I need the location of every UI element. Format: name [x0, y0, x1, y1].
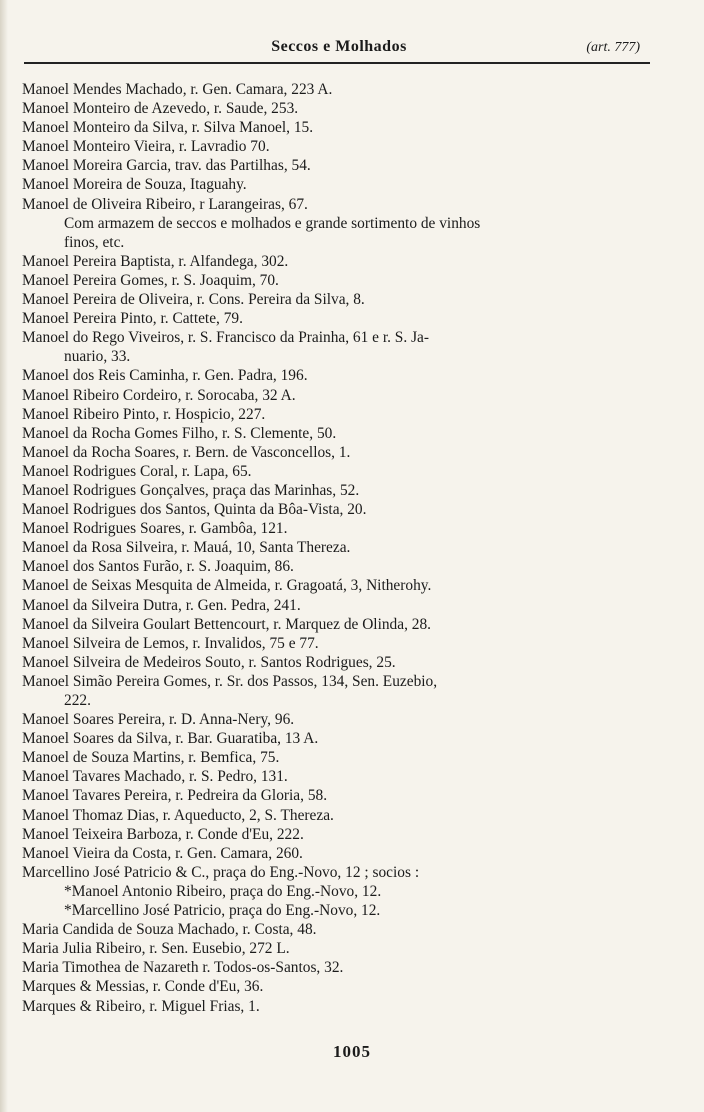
- list-item: Manoel dos Santos Furão, r. S. Joaquim, 86.: [22, 558, 294, 576]
- list-item: Manoel Tavares Machado, r. S. Pedro, 131.: [22, 768, 288, 786]
- entry-line-2: nuario, 33.: [64, 348, 131, 366]
- list-item: Manoel Moreira de Souza, Itaguahy.: [22, 176, 247, 194]
- article-reference: (art. 777): [586, 40, 640, 55]
- entry-line-1: Manoel do Rego Viveiros, r. S. Francisco da Prainha, 61 e r. S. Ja-: [22, 329, 430, 347]
- list-item: Manoel de Seixas Mesquita de Almeida, r. Gragoatá, 3, Nitherohy.: [22, 577, 432, 595]
- list-item: Manoel Vieira da Costa, r. Gen. Camara, 260.: [22, 844, 303, 862]
- list-item: Manoel Ribeiro Pinto, r. Hospicio, 227.: [22, 405, 266, 423]
- list-item: Manoel Pereira de Oliveira, r. Cons. Pereira da Silva, 8.: [22, 291, 365, 309]
- list-item: Marcellino José Patricio & C., praça do Eng.-Novo, 12 ; socios :: [22, 863, 420, 881]
- list-item: Manoel da Rocha Gomes Filho, r. S. Clemente, 50.: [22, 424, 337, 442]
- list-item: Manoel Thomaz Dias, r. Aqueducto, 2, S. Thereza.: [22, 806, 334, 824]
- list-item: Manoel Tavares Pereira, r. Pedreira da Gloria, 58.: [22, 787, 328, 805]
- list-item: Manoel Pereira Pinto, r. Cattete, 79.: [22, 310, 243, 328]
- list-item: Manoel Rodrigues Coral, r. Lapa, 65.: [22, 462, 252, 480]
- list-item: Manoel Rodrigues dos Santos, Quinta da Bôa-Vista, 20.: [22, 501, 367, 519]
- list-item: Manoel Moreira Garcia, trav. das Partilhas, 54.: [22, 157, 311, 175]
- page-header: [24, 34, 654, 60]
- list-item: Manoel da Silveira Goulart Bettencourt, r. Marquez de Olinda, 28.: [22, 615, 432, 633]
- list-item: Maria Candida de Souza Machado, r. Costa, 48.: [22, 921, 317, 939]
- advert-note: [22, 214, 662, 252]
- advert-line-1: Com armazem de seccos e molhados e grande sortimento de vinhos: [64, 214, 481, 232]
- list-item: Manoel Pereira Baptista, r. Alfandega, 302.: [22, 252, 289, 270]
- list-item: Manoel Monteiro Vieira, r. Lavradio 70.: [22, 138, 270, 156]
- list-item: Manoel Monteiro da Silva, r. Silva Manoel, 15.: [22, 119, 314, 137]
- list-item: Manoel de Oliveira Ribeiro, r Larangeiras, 67.: [22, 195, 308, 213]
- list-item: Manoel dos Reis Caminha, r. Gen. Padra, 196.: [22, 367, 308, 385]
- list-item-wrapped: [22, 672, 662, 710]
- entry-line-2: 222.: [64, 692, 91, 709]
- list-item: Manoel Teixeira Barboza, r. Conde d'Eu, 222.: [22, 825, 304, 843]
- list-item: Manoel da Rocha Soares, r. Bern. de Vasconcellos, 1.: [22, 443, 351, 461]
- advert-line-2: finos, etc.: [64, 233, 125, 251]
- list-item: Manoel Rodrigues Gonçalves, praça das Marinhas, 52.: [22, 481, 360, 499]
- entry-line-1: Manoel Simão Pereira Gomes, r. Sr. dos Passos, 134, Sen. Euzebio,: [22, 672, 438, 690]
- list-item: Marques & Ribeiro, r. Miguel Frias, 1.: [22, 997, 260, 1015]
- list-item: Manoel Ribeiro Cordeiro, r. Sorocaba, 32 A.: [22, 386, 296, 404]
- list-item: Marques & Messias, r. Conde d'Eu, 36.: [22, 978, 264, 996]
- list-item: Manoel Rodrigues Soares, r. Gambôa, 121.: [22, 520, 288, 538]
- list-item: Manoel Soares Pereira, r. D. Anna-Nery, 96.: [22, 711, 295, 729]
- list-item: Manoel da Rosa Silveira, r. Mauá, 10, Santa Thereza.: [22, 539, 351, 557]
- list-item: Manoel Silveira de Medeiros Souto, r. Santos Rodrigues, 25.: [22, 653, 396, 671]
- list-item-wrapped: [22, 328, 662, 366]
- list-item: Maria Julia Ribeiro, r. Sen. Eusebio, 272 L.: [22, 940, 290, 958]
- list-item: Manoel Mendes Machado, r. Gen. Camara, 223 A.: [22, 81, 333, 98]
- list-item: Manoel de Souza Martins, r. Bemfica, 75.: [22, 749, 280, 767]
- page-edge: [0, 0, 8, 1112]
- list-item: Maria Timothea de Nazareth r. Todos-os-Santos, 32.: [22, 959, 344, 977]
- list-item: Manoel Soares da Silva, r. Bar. Guaratiba, 13 A.: [22, 730, 319, 748]
- list-item: Manoel Pereira Gomes, r. S. Joaquim, 70.: [22, 271, 279, 289]
- header-rule: [24, 62, 650, 64]
- list-item: Manoel Silveira de Lemos, r. Invalidos, 75 e 77.: [22, 634, 319, 652]
- page-number: 1005: [333, 1042, 371, 1061]
- section-title: Seccos e Molhados: [271, 38, 407, 55]
- entry-list: [22, 80, 662, 1016]
- list-item: Manoel Monteiro de Azevedo, r. Saude, 253.: [22, 100, 299, 118]
- list-item: Manoel da Silveira Dutra, r. Gen. Pedra, 241.: [22, 596, 301, 614]
- partner-item: *Manoel Antonio Ribeiro, praça do Eng.-Novo, 12.: [64, 882, 382, 900]
- partner-item: *Marcellino José Patricio, praça do Eng.-Novo, 12.: [64, 902, 381, 920]
